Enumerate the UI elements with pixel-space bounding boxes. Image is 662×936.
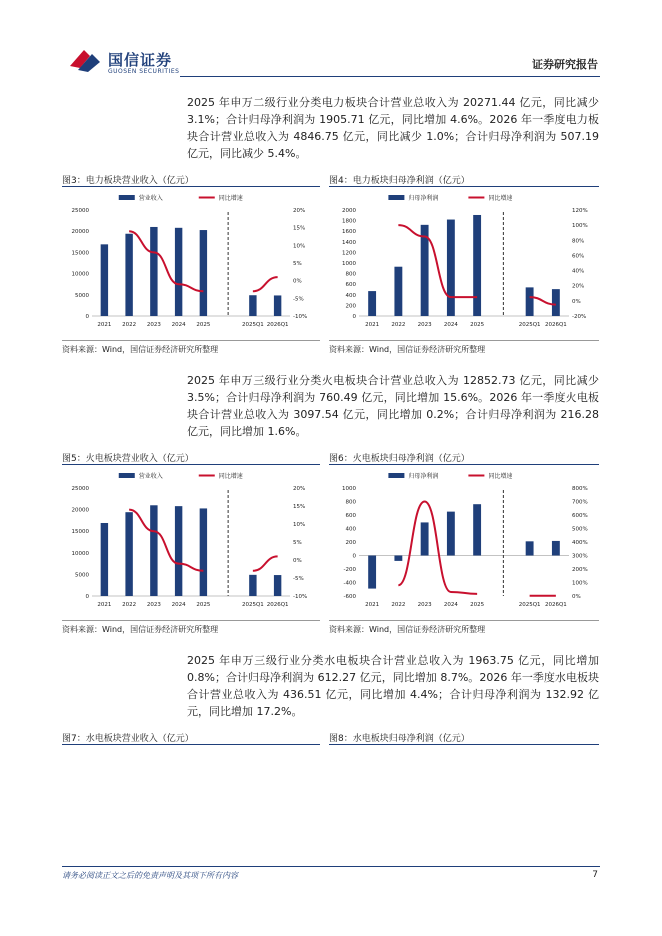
- bar-2022: [125, 234, 132, 316]
- y2-tick-label: 500%: [572, 526, 588, 533]
- y2-tick-label: 120%: [572, 208, 588, 214]
- y2-tick-label: 20%: [293, 486, 306, 492]
- y2-tick-label: -5%: [293, 576, 304, 582]
- y-tick-label: 0: [85, 594, 89, 600]
- y2-tick-label: 700%: [572, 499, 588, 506]
- y2-tick-label: 5%: [293, 540, 302, 546]
- growth-line-annual: [129, 510, 203, 571]
- figure-rule-3: [62, 186, 320, 187]
- figure-title-8: 图8：水电板块归母净利润（亿元）: [329, 734, 470, 744]
- x-tick-label: 2023: [146, 322, 161, 328]
- x-tick-label: 2022: [122, 602, 137, 608]
- y-tick-label: 400: [345, 526, 356, 533]
- y2-tick-label: -10%: [293, 314, 308, 320]
- figure-source-4: 资料来源：Wind，国信证券经济研究所整理: [329, 345, 486, 354]
- bar-2025: [200, 508, 207, 596]
- y2-tick-label: 0%: [293, 558, 302, 564]
- legend-label-bar: 归母净利润: [408, 195, 439, 202]
- y-tick-label: 25000: [71, 208, 89, 214]
- growth-line-quarterly: [253, 277, 278, 291]
- y-tick-label: 1600: [342, 229, 356, 236]
- chart-fig5: [62, 466, 320, 618]
- bar-2022: [125, 512, 132, 596]
- y2-tick-label: 300%: [572, 553, 588, 560]
- y2-tick-label: 600%: [572, 513, 588, 519]
- y-tick-label: 1400: [342, 239, 356, 246]
- x-tick-label: 2024: [443, 322, 458, 328]
- figure-source-3: 资料来源：Wind，国信证券经济研究所整理: [62, 345, 219, 354]
- legend-swatch-bar: [119, 195, 135, 200]
- growth-line-annual: [398, 502, 477, 594]
- y2-tick-label: 200%: [572, 567, 588, 573]
- bar-2024: [175, 506, 182, 596]
- x-tick-label: 2025: [196, 322, 211, 328]
- y-tick-label: -600: [343, 594, 356, 600]
- legend-swatch-bar: [388, 473, 404, 478]
- header-rule: [180, 76, 600, 77]
- y-tick-label: 25000: [71, 486, 89, 492]
- y-tick-label: -400: [343, 580, 356, 587]
- bar-2026Q1: [552, 289, 560, 316]
- y-tick-label: -200: [343, 567, 356, 573]
- figure-title-6: 图6：火电板块归母净利润（亿元）: [329, 454, 470, 464]
- legend-label-line: 同比增速: [218, 195, 243, 202]
- legend-label-line: 同比增速: [488, 473, 513, 480]
- x-tick-label: 2023: [417, 322, 432, 328]
- bar-2021: [101, 244, 108, 316]
- bar-2025: [473, 504, 481, 555]
- source-rule-6: [329, 620, 599, 621]
- chart-fig4: [329, 188, 599, 338]
- x-tick-label: 2022: [391, 602, 406, 608]
- y-tick-label: 0: [85, 314, 89, 320]
- bar-2026Q1: [552, 541, 560, 556]
- bar-2021: [368, 291, 376, 316]
- y-tick-label: 400: [345, 292, 356, 299]
- legend-swatch-bar: [119, 473, 135, 478]
- y-tick-label: 1800: [342, 218, 356, 225]
- paragraph-thermal-summary: 2025 年申万三级行业分类火电板块合计营业总收入为 12852.73 亿元，同比减少 3.5%；合计归母净利润为 760.49 亿元，同比增加 15.6%。2026 年一季度火电板块合计营业总收入为 3097.54 亿元，同比增加 0.2%；合计归母净利润为 216.28 亿元，同比增加 1.6%。: [187, 374, 599, 438]
- bar-2024: [175, 228, 182, 316]
- figure-title-4: 图4：电力板块归母净利润（亿元）: [329, 176, 470, 186]
- x-tick-label: 2023: [417, 602, 432, 608]
- figure-source-6: 资料来源：Wind，国信证券经济研究所整理: [329, 625, 486, 634]
- figure-title-3: 图3：电力板块营业收入（亿元）: [62, 176, 194, 186]
- bar-2021: [368, 556, 376, 589]
- x-tick-label: 2025: [470, 602, 485, 608]
- y-tick-label: 600: [345, 513, 356, 519]
- figure-title-5: 图5：火电板块营业收入（亿元）: [62, 454, 194, 464]
- y2-tick-label: 0%: [572, 594, 581, 600]
- legend-swatch-bar: [388, 195, 404, 200]
- bar-2025Q1: [249, 575, 256, 596]
- y2-tick-label: 800%: [572, 486, 588, 492]
- y-tick-label: 1000: [342, 486, 356, 492]
- y2-tick-label: 15%: [293, 504, 306, 510]
- bar-2024: [447, 512, 455, 556]
- y-tick-label: 2000: [342, 208, 356, 214]
- bar-2025: [473, 215, 481, 316]
- legend-label-bar: 归母净利润: [408, 473, 439, 480]
- footer-disclaimer: 请务必阅读正文之后的免责声明及其项下所有内容: [62, 871, 238, 880]
- bar-2021: [101, 523, 108, 596]
- y2-tick-label: 0%: [572, 298, 581, 305]
- y-tick-label: 200: [345, 303, 356, 310]
- x-tick-label: 2021: [97, 602, 112, 608]
- y-tick-label: 20000: [71, 507, 89, 514]
- page-number: 7: [592, 870, 598, 880]
- y2-tick-label: 80%: [572, 238, 585, 245]
- y2-tick-label: 10%: [293, 522, 306, 528]
- y-tick-label: 20000: [71, 229, 89, 236]
- legend-label-line: 同比增速: [488, 195, 513, 202]
- bar-2023: [150, 505, 157, 596]
- y2-tick-label: 15%: [293, 225, 306, 232]
- y-tick-label: 15000: [71, 250, 89, 257]
- y2-tick-label: 400%: [572, 540, 588, 546]
- y-tick-label: 600: [345, 282, 356, 289]
- y2-tick-label: 60%: [572, 253, 585, 260]
- logo-mark-icon: [66, 44, 102, 76]
- legend-label-bar: 营业收入: [138, 195, 163, 202]
- y-tick-label: 5000: [75, 292, 89, 299]
- brand-name: 国信证券: [108, 51, 173, 69]
- bar-2022: [394, 267, 402, 316]
- x-tick-label: 2025Q1: [518, 602, 541, 608]
- y2-tick-label: 40%: [572, 268, 585, 275]
- legend-label-bar: 营业收入: [138, 473, 163, 480]
- y-tick-label: 1000: [342, 261, 356, 267]
- y2-tick-label: 10%: [293, 243, 306, 250]
- x-tick-label: 2025: [196, 602, 211, 608]
- y-tick-label: 5000: [75, 572, 89, 579]
- y-tick-label: 800: [345, 499, 356, 506]
- x-tick-label: 2026Q1: [544, 602, 567, 608]
- x-tick-label: 2022: [122, 322, 137, 328]
- figure-rule-7: [62, 744, 320, 745]
- x-tick-label: 2024: [171, 602, 186, 608]
- x-tick-label: 2026Q1: [544, 322, 567, 328]
- x-tick-label: 2025Q1: [241, 322, 264, 328]
- y2-tick-label: 100%: [572, 223, 588, 230]
- bar-2025: [200, 230, 207, 316]
- y-tick-label: 10000: [71, 550, 89, 557]
- x-tick-label: 2024: [171, 322, 186, 328]
- y-tick-label: 1200: [342, 250, 356, 257]
- growth-line-annual: [398, 225, 477, 297]
- bar-2025Q1: [249, 295, 256, 316]
- bar-2023: [150, 227, 157, 316]
- x-tick-label: 2021: [365, 322, 380, 328]
- bar-2022: [394, 556, 402, 561]
- brand-subname: GUOSEN SECURITIES: [108, 68, 180, 75]
- y-tick-label: 200: [345, 540, 356, 546]
- x-tick-label: 2021: [365, 602, 380, 608]
- x-tick-label: 2022: [391, 322, 406, 328]
- x-tick-label: 2024: [443, 602, 458, 608]
- figure-rule-6: [329, 464, 599, 465]
- figure-source-5: 资料来源：Wind，国信证券经济研究所整理: [62, 625, 219, 634]
- growth-line-annual: [129, 231, 203, 291]
- y2-tick-label: 100%: [572, 580, 588, 587]
- y2-tick-label: -10%: [293, 594, 308, 600]
- bar-2026Q1: [274, 295, 281, 316]
- figure-rule-5: [62, 464, 320, 465]
- y2-tick-label: -5%: [293, 296, 304, 303]
- bar-2023: [421, 522, 429, 555]
- figure-title-7: 图7：水电板块营业收入（亿元）: [62, 734, 194, 744]
- source-rule-4: [329, 340, 599, 341]
- y2-tick-label: -20%: [572, 314, 587, 320]
- bar-2024: [447, 220, 455, 316]
- bar-2026Q1: [274, 575, 281, 596]
- y-tick-label: 10000: [71, 271, 89, 278]
- paragraph-hydro-summary: 2025 年申万三级行业分类水电板块合计营业总收入为 1963.75 亿元，同比增加 0.8%；合计归母净利润为 612.27 亿元，同比增加 8.7%。2026 年一季度水电板块合计营业总收入为 436.51 亿元，同比增加 4.4%；合计归母净利润为 132.92 亿元，同比增加 17.2%。: [187, 654, 599, 718]
- y2-tick-label: 5%: [293, 261, 302, 267]
- x-tick-label: 2025: [470, 322, 485, 328]
- x-tick-label: 2025Q1: [518, 322, 541, 328]
- footer-rule: [62, 866, 600, 867]
- source-rule-3: [62, 340, 320, 341]
- legend-label-line: 同比增速: [218, 473, 243, 480]
- chart-fig3: [62, 188, 320, 338]
- y-tick-label: 0: [352, 314, 356, 320]
- paragraph-power-summary: 2025 年申万二级行业分类电力板块合计营业总收入为 20271.44 亿元，同比减少 3.1%；合计归母净利润为 1905.71 亿元，同比增加 4.6%。2026 年一季度电力板块合计营业总收入为 4846.75 亿元，同比减少 1.0%；合计归母净利润为 507.19 亿元，同比减少 5.4%。: [187, 96, 599, 160]
- brand-logo: [66, 44, 102, 76]
- figure-rule-8: [329, 744, 599, 745]
- x-tick-label: 2023: [146, 602, 161, 608]
- y2-tick-label: 20%: [293, 208, 306, 214]
- y2-tick-label: 20%: [572, 283, 585, 290]
- chart-fig6: [329, 466, 599, 618]
- x-tick-label: 2026Q1: [266, 602, 289, 608]
- x-tick-label: 2021: [97, 322, 112, 328]
- y2-tick-label: 0%: [293, 278, 302, 285]
- figure-rule-4: [329, 186, 599, 187]
- source-rule-5: [62, 620, 320, 621]
- bar-2025Q1: [526, 287, 534, 316]
- y-tick-label: 0: [352, 553, 356, 560]
- y-tick-label: 15000: [71, 529, 89, 536]
- y-tick-label: 800: [345, 271, 356, 278]
- bar-2025Q1: [526, 541, 534, 555]
- x-tick-label: 2025Q1: [241, 602, 264, 608]
- growth-line-quarterly: [253, 556, 278, 570]
- report-type: 证券研究报告: [532, 58, 598, 71]
- x-tick-label: 2026Q1: [266, 322, 289, 328]
